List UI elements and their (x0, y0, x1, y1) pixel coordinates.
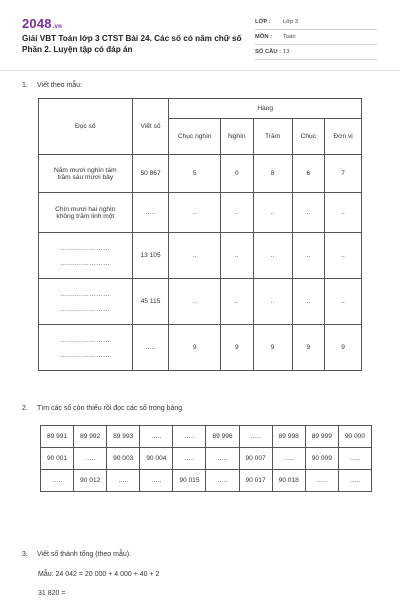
grid-cell: ….. (41, 470, 74, 492)
meta-info (255, 15, 377, 60)
read-line: không trăm linh một (56, 212, 115, 220)
digit-cell: .. (253, 279, 292, 325)
meta-label: SỐ CÂU : (255, 49, 282, 55)
grid-cell: ….. (107, 470, 140, 492)
brand-logo[interactable]: 2048.vn (22, 16, 63, 31)
meta-value: Toán (283, 34, 296, 40)
table-row (39, 279, 362, 325)
grid-cell: ….. (173, 426, 206, 448)
digit-cell: .. (325, 233, 362, 279)
read-line: ………………… (60, 351, 111, 359)
grid-row (41, 470, 372, 492)
grid-cell: 89 991 (41, 426, 74, 448)
digit-cell: 5 (169, 155, 221, 193)
digit-cell: .. (292, 279, 325, 325)
question-text: Viết số thành tổng (theo mẫu). (37, 551, 132, 558)
read-line: ………………… (60, 244, 111, 252)
digit-cell: .. (169, 279, 221, 325)
number-grid (40, 425, 372, 492)
digit-cell: .. (325, 193, 362, 233)
grid-cell: ….. (140, 426, 173, 448)
grid-cell: ….. (173, 448, 206, 470)
grid-cell: 90 012 (74, 470, 107, 492)
example-equation: Mẫu: 24 042 = 20 000 + 4 000 + 40 + 2 (38, 571, 160, 578)
meta-value: 13 (283, 49, 290, 55)
digit-cell: .. (220, 233, 253, 279)
meta-label: LỚP : (255, 19, 271, 25)
read-cell (39, 155, 133, 193)
meta-row-grade (255, 15, 377, 30)
question-number: 2. (22, 405, 28, 412)
read-line: Chín mươi hai nghìn (55, 205, 116, 213)
question-number: 3. (22, 551, 28, 558)
grid-cell: 90 015 (173, 470, 206, 492)
meta-label: MÔN : (255, 34, 273, 40)
write-cell: 45 115 (132, 279, 169, 325)
digit-cell: 9 (169, 325, 221, 371)
digit-cell: .. (292, 233, 325, 279)
read-line: trăm sáu mươi bảy (57, 173, 114, 181)
title-line-1: Giải VBT Toán lớp 3 CTST Bài 24. Các số có năm chữ số (22, 34, 242, 43)
digit-cell: 8 (253, 155, 292, 193)
digit-cell: .. (169, 193, 221, 233)
question-1-heading (22, 82, 82, 89)
grid-cell: 89 999 (305, 426, 338, 448)
header-read: Đọc số (39, 99, 133, 155)
grid-cell: 90 000 (338, 426, 371, 448)
read-cell (39, 279, 133, 325)
meta-row-subject (255, 30, 377, 45)
divider (0, 70, 400, 71)
read-cell (39, 233, 133, 279)
digit-cell: 9 (253, 325, 292, 371)
grid-row (41, 448, 372, 470)
grid-cell: 90 017 (239, 470, 272, 492)
grid-cell: ….. (338, 448, 371, 470)
grid-cell: 90 007 (239, 448, 272, 470)
digit-cell: .. (169, 233, 221, 279)
write-cell: ….. (132, 193, 169, 233)
digit-cell: 0 (220, 155, 253, 193)
digit-cell: 9 (292, 325, 325, 371)
grid-cell: 89 998 (272, 426, 305, 448)
page-title (22, 33, 262, 55)
digit-cell: .. (253, 233, 292, 279)
grid-cell: 90 003 (107, 448, 140, 470)
write-cell: ….. (132, 325, 169, 371)
grid-cell: 90 009 (305, 448, 338, 470)
grid-cell: 89 996 (206, 426, 239, 448)
table-row (39, 155, 362, 193)
write-cell: 13 105 (132, 233, 169, 279)
grid-cell: 89 993 (107, 426, 140, 448)
read-line: ………………… (60, 290, 111, 298)
digit-cell: 6 (292, 155, 325, 193)
grid-cell: 90 001 (41, 448, 74, 470)
header-place: Chục (292, 119, 325, 155)
digit-cell: 9 (325, 325, 362, 371)
read-line: ………………… (60, 259, 111, 267)
grid-cell: ….. (74, 448, 107, 470)
question-2-heading (22, 405, 182, 412)
grid-cell: ….. (338, 470, 371, 492)
grid-cell: 90 004 (140, 448, 173, 470)
meta-value: Lớp 3 (283, 19, 299, 25)
grid-row (41, 426, 372, 448)
place-value-table (38, 98, 362, 371)
question-text: Viết theo mẫu: (37, 82, 83, 89)
title-line-2: Phần 2. Luyện tập có đáp án (22, 45, 133, 54)
grid-cell: 89 992 (74, 426, 107, 448)
header-write: Viết số (132, 99, 169, 155)
digit-cell: .. (220, 193, 253, 233)
meta-row-count (255, 45, 377, 60)
read-line: ………………… (60, 336, 111, 344)
table-row (39, 233, 362, 279)
equation-line: 31 820 = (38, 590, 66, 597)
grid-cell: ….. (272, 448, 305, 470)
grid-cell: ….. (305, 470, 338, 492)
grid-cell: ….. (206, 448, 239, 470)
grid-cell: 90 018 (272, 470, 305, 492)
read-line: Năm mươi nghìn tám (54, 166, 117, 174)
digit-cell: .. (292, 193, 325, 233)
grid-cell: ….. (206, 470, 239, 492)
table-row (39, 193, 362, 233)
grid-cell: ….. (239, 426, 272, 448)
header-place: Trăm (253, 119, 292, 155)
digit-cell: 9 (220, 325, 253, 371)
header-place: Chục nghìn (169, 119, 221, 155)
question-number: 1. (22, 82, 28, 89)
digit-cell: 7 (325, 155, 362, 193)
read-cell (39, 325, 133, 371)
write-cell: 50 867 (132, 155, 169, 193)
digit-cell: .. (253, 193, 292, 233)
read-line: ………………… (60, 305, 111, 313)
question-3-heading (22, 551, 131, 558)
header-places-group: Hàng (169, 99, 362, 119)
grid-cell: ….. (140, 470, 173, 492)
header-place: Đơn vị (325, 119, 362, 155)
table-row (39, 325, 362, 371)
digit-cell: .. (325, 279, 362, 325)
read-cell (39, 193, 133, 233)
digit-cell: .. (220, 279, 253, 325)
question-text: Tìm các số còn thiếu rồi đọc các số trong bảng (37, 405, 183, 412)
header-place: Nghìn (220, 119, 253, 155)
